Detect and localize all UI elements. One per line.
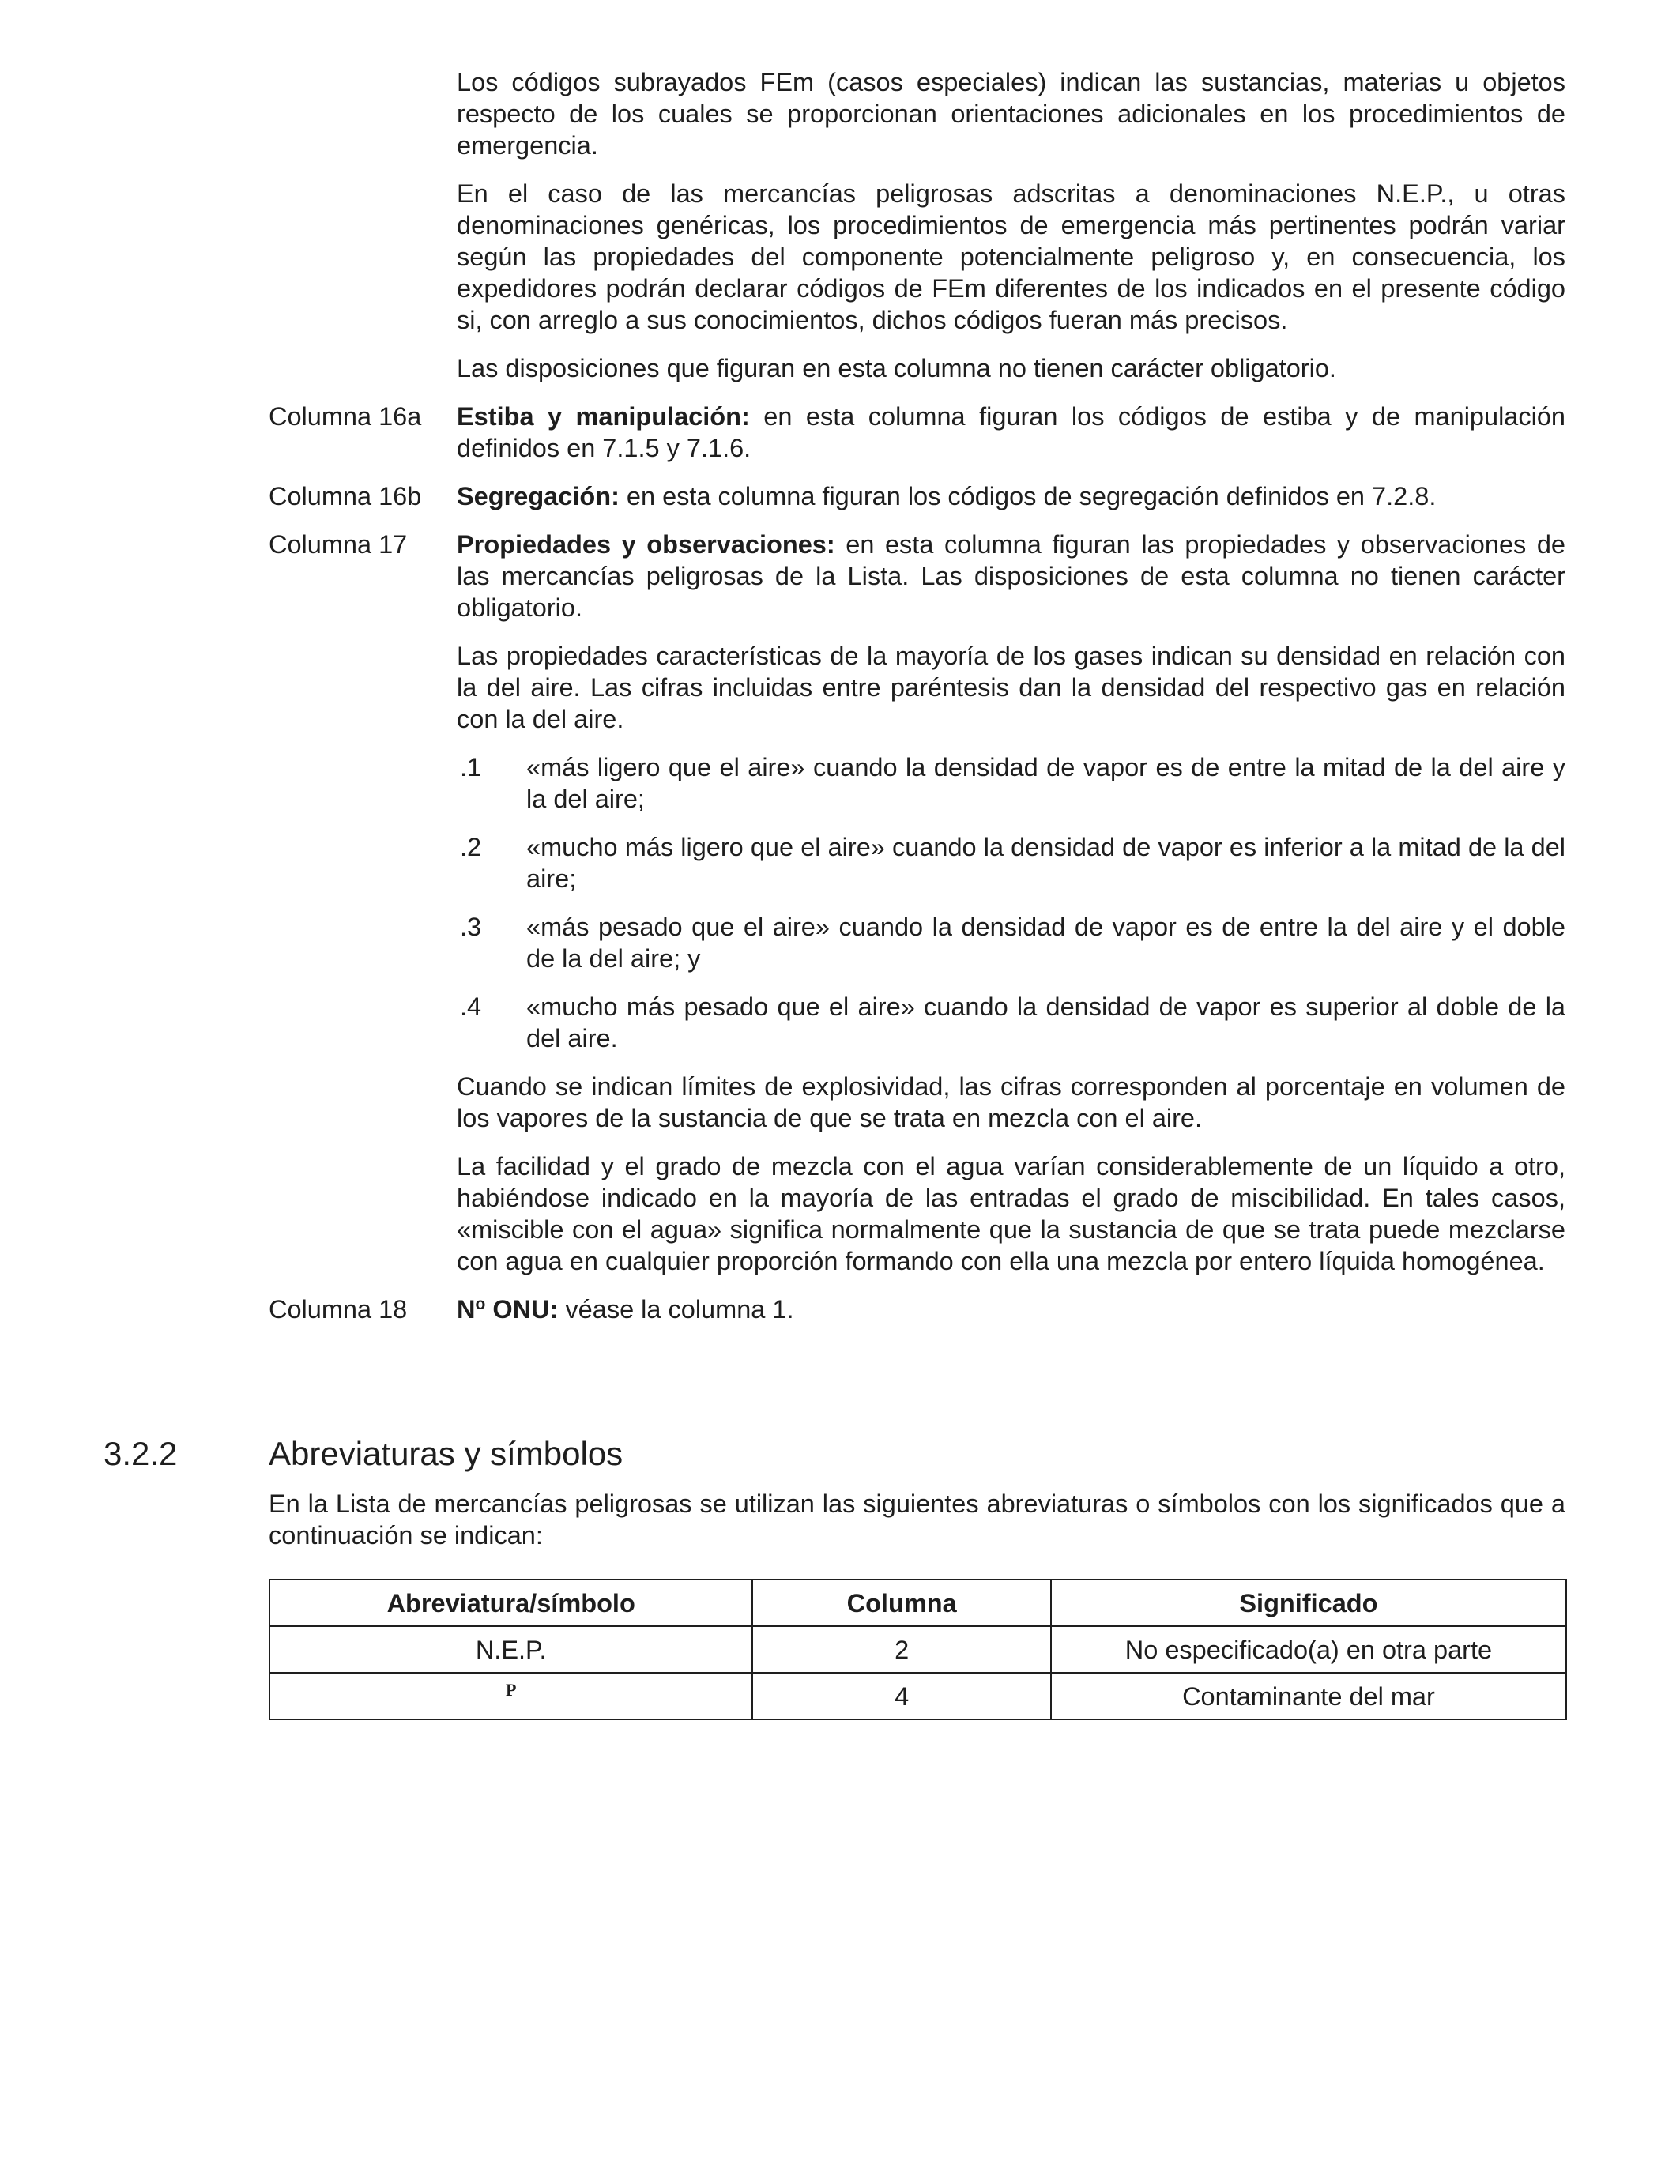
table-cell: N.E.P. <box>269 1626 752 1673</box>
section-title: Abreviaturas y símbolos <box>269 1435 623 1472</box>
entry-description: en esta columna figuran los códigos de segregación definidos en 7.2.8. <box>619 482 1437 510</box>
section-number: 3.2.2 <box>104 1435 178 1472</box>
paragraph-nep-codes: En el caso de las mercancías peligrosas adscritas a denominaciones N.E.P., u otras denominaciones genéricas, los procedimientos de emergencia más pertinentes podrán variar según las propiedades del componente potencialmente peligroso y, en consecuencia, los expedidores podrán declarar códigos de FEm diferentes de los indicados en el presente código si, con arreglo a sus conocimientos, dichos códigos fueran más precisos. <box>457 179 1565 334</box>
entry-column-17 <box>269 529 1565 623</box>
list-text: «mucho más ligero que el aire» cuando la densidad de vapor es inferior a la mitad de la del aire; <box>526 833 1565 893</box>
entry-text <box>457 1293 1565 1325</box>
table-row <box>269 1626 1566 1673</box>
list-number: .1 <box>460 753 482 781</box>
list-text: «más ligero que el aire» cuando la densidad de vapor es de entre la mitad de la del aire y la del aire; <box>526 753 1565 813</box>
main-text-column <box>269 66 1565 1342</box>
table-cell: 4 <box>752 1673 1051 1719</box>
entry-column-16a <box>269 401 1565 464</box>
entry-column-16b <box>269 480 1565 512</box>
list-item <box>457 751 1565 815</box>
entry-label: Columna 16b <box>269 482 422 510</box>
section-intro: En la Lista de mercancías peligrosas se utilizan las siguientes abreviaturas o símbolos con los significados que a continuación se indican: <box>269 1489 1565 1550</box>
paragraph-not-mandatory: Las disposiciones que figuran en esta columna no tienen carácter obligatorio. <box>457 354 1336 382</box>
paragraph-explosive-limits: Cuando se indican límites de explosividad, las cifras corresponden al porcentaje en volumen de los vapores de la sustancia de que se trata en mezcla con el aire. <box>457 1072 1565 1132</box>
table-header-row <box>269 1580 1566 1626</box>
table-header-cell: Columna <box>752 1580 1051 1626</box>
entry-text <box>457 529 1565 623</box>
list-item <box>457 831 1565 894</box>
term-rest: ONU: <box>485 1295 559 1324</box>
list-number: .2 <box>460 833 482 861</box>
list-number: .4 <box>460 992 482 1021</box>
paragraph-water-miscibility: La facilidad y el grado de mezcla con el agua varían considerablemente de un líquido a otro, habiéndose indicado en la mayoría de las entradas el grado de miscibilidad. En tales casos, «miscible con el agua» significa normalmente que la sustancia de que se trata puede mezclarse con agua en cualquier proporción formando con ella una mezcla por entero líquida homogénea. <box>457 1152 1565 1275</box>
term-n: N <box>457 1295 476 1324</box>
entry-label: Columna 16a <box>269 402 422 431</box>
paragraph-fem-special: Los códigos subrayados FEm (casos especiales) indican las sustancias, materias u objetos respecto de los cuales se proporcionan orientaciones adicionales en los procedimientos de emergencia. <box>457 68 1565 160</box>
table-cell: No especificado(a) en otra parte <box>1051 1626 1566 1673</box>
table-header-cell: Significado <box>1051 1580 1566 1626</box>
entry-text <box>457 480 1565 512</box>
entry-label: Columna 18 <box>269 1295 408 1324</box>
list-item <box>457 911 1565 974</box>
entry-description: en esta columna figuran los códigos de estiba y de manipulación definidos en 7.1.5 y 7.1.6. <box>457 402 1565 462</box>
term-superscript: o <box>475 1295 486 1313</box>
list-text: «más pesado que el aire» cuando la densidad de vapor es de entre la del aire y el doble de la del aire; y <box>526 913 1565 973</box>
table-cell: Contaminante del mar <box>1051 1673 1566 1719</box>
paragraph-gas-density: Las propiedades características de la mayoría de los gases indican su densidad en relación con la del aire. Las cifras incluidas entre paréntesis dan la densidad del respectivo gas en relación con la del aire. <box>457 642 1565 733</box>
list-item <box>457 991 1565 1054</box>
table-header-cell: Abreviatura/símbolo <box>269 1580 752 1626</box>
entry-term: Propiedades y observaciones: <box>457 530 835 559</box>
list-text: «mucho más pesado que el aire» cuando la densidad de vapor es superior al doble de la del aire. <box>526 992 1565 1052</box>
entry-term <box>457 1295 558 1324</box>
table-cell: 2 <box>752 1626 1051 1673</box>
table-row <box>269 1673 1566 1719</box>
entry-label: Columna 17 <box>269 530 408 559</box>
abbreviations-table <box>269 1579 1567 1720</box>
entry-description: véase la columna 1. <box>558 1295 794 1324</box>
entry-term: Segregación: <box>457 482 620 510</box>
marine-pollutant-symbol: P <box>505 1679 517 1700</box>
entry-term: Estiba y manipulación: <box>457 402 750 431</box>
entry-description: en esta columna figuran las propiedades y observaciones de las mercancías peligrosas de la Lista. Las disposiciones de esta columna no tienen carácter obligatorio. <box>457 530 1565 622</box>
table-cell <box>269 1673 752 1719</box>
entry-column-18 <box>269 1293 1565 1325</box>
entry-text <box>457 401 1565 464</box>
list-number: .3 <box>460 913 482 941</box>
